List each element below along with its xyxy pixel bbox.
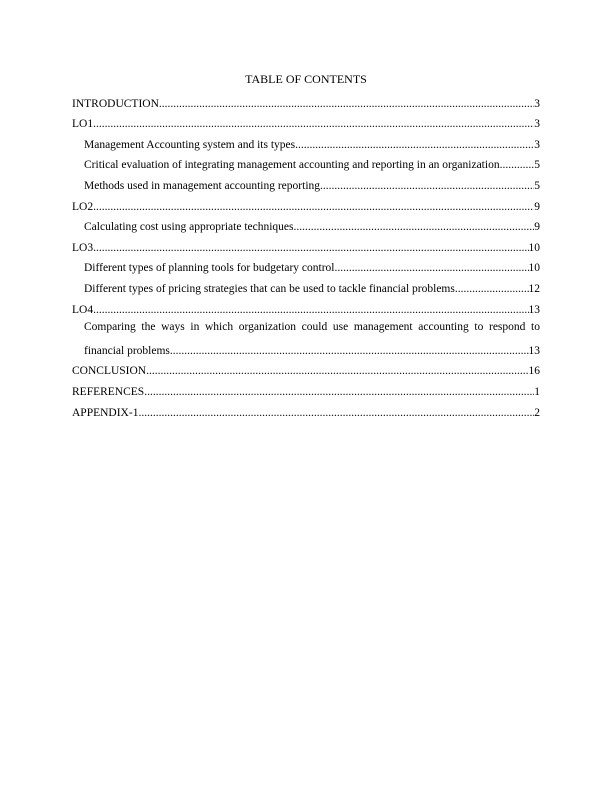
toc-entry-conclusion[interactable] (72, 358, 540, 379)
dot-leader (138, 406, 534, 420)
toc-entry-label: Different types of planning tools for budgetary control (84, 262, 335, 275)
toc-page-number: 2 (534, 406, 540, 419)
toc-entry-label: LO4 (72, 303, 94, 316)
dot-leader (93, 241, 528, 255)
toc-page-number: 1 (534, 385, 540, 398)
dot-leader (455, 282, 529, 296)
toc-page-number: 13 (528, 344, 540, 357)
dot-leader (320, 179, 534, 193)
toc-entry-references[interactable] (72, 378, 540, 399)
toc-page-number: 12 (528, 282, 540, 295)
dot-leader (144, 385, 534, 399)
toc-entry-second-line (84, 337, 540, 358)
dot-leader (159, 97, 534, 111)
toc-entry-pricing-strategies[interactable] (72, 275, 540, 296)
toc-page-number: 10 (528, 262, 540, 275)
toc-entry-critical-evaluation[interactable] (72, 152, 540, 173)
toc-page-number: 5 (534, 179, 540, 192)
toc-entry-label: Methods used in management accounting reporting (84, 179, 321, 192)
toc-page-number: 16 (528, 365, 540, 378)
toc-entry-planning-tools[interactable] (72, 255, 540, 276)
toc-page-number: 3 (534, 118, 540, 131)
toc-entry-introduction[interactable] (72, 90, 540, 111)
toc-entry-appendix-1[interactable] (72, 399, 540, 420)
toc-entry-lo2[interactable] (72, 193, 540, 214)
toc-entry-label: Calculating cost using appropriate techniques (84, 221, 294, 234)
toc-entry-label: LO2 (72, 200, 94, 213)
toc-page-number: 5 (534, 159, 540, 172)
toc-entry-methods-reporting[interactable] (72, 172, 540, 193)
toc-entry-label: INTRODUCTION (72, 97, 159, 110)
toc-page-number: 3 (534, 138, 540, 151)
toc-list (72, 90, 540, 420)
toc-entry-label: APPENDIX-1 (72, 406, 139, 419)
dot-leader (294, 220, 535, 234)
toc-title: TABLE OF CONTENTS (245, 72, 367, 86)
dot-leader (93, 200, 534, 214)
dot-leader (500, 158, 535, 172)
toc-entry-lo3[interactable] (72, 234, 540, 255)
toc-page-number: 3 (534, 97, 540, 110)
toc-entry-lo1[interactable] (72, 111, 540, 132)
toc-entry-label: Critical evaluation of integrating management accounting and reporting in an organization (84, 159, 500, 172)
toc-page-number: 10 (528, 241, 540, 254)
toc-entry-label: Different types of pricing strategies that can be used to tackle financial problems (84, 282, 455, 295)
dot-leader (93, 117, 534, 131)
toc-entry-lo4[interactable] (72, 296, 540, 317)
toc-entry-label: Management Accounting system and its types (84, 138, 296, 151)
dot-leader (295, 138, 534, 152)
dot-leader (170, 344, 529, 358)
toc-entry-label: LO3 (72, 241, 94, 254)
dot-leader (146, 364, 528, 378)
dot-leader (335, 261, 529, 275)
toc-entry-calculating-cost[interactable] (72, 214, 540, 235)
toc-page-number: 9 (534, 200, 540, 213)
toc-entry-label-line1: Comparing the ways in which organization could use management accounting to respond to (84, 320, 540, 333)
toc-entry-label: CONCLUSION (72, 365, 147, 378)
dot-leader (93, 303, 528, 317)
toc-entry-label: LO1 (72, 118, 94, 131)
toc-page-number: 13 (528, 303, 540, 316)
toc-entry-label: REFERENCES (72, 385, 145, 398)
toc-entry-comparing-ways[interactable] (72, 317, 540, 358)
toc-page-number: 9 (534, 221, 540, 234)
toc-entry-management-accounting-system[interactable] (72, 131, 540, 152)
toc-entry-label-line2: financial problems (84, 344, 170, 357)
